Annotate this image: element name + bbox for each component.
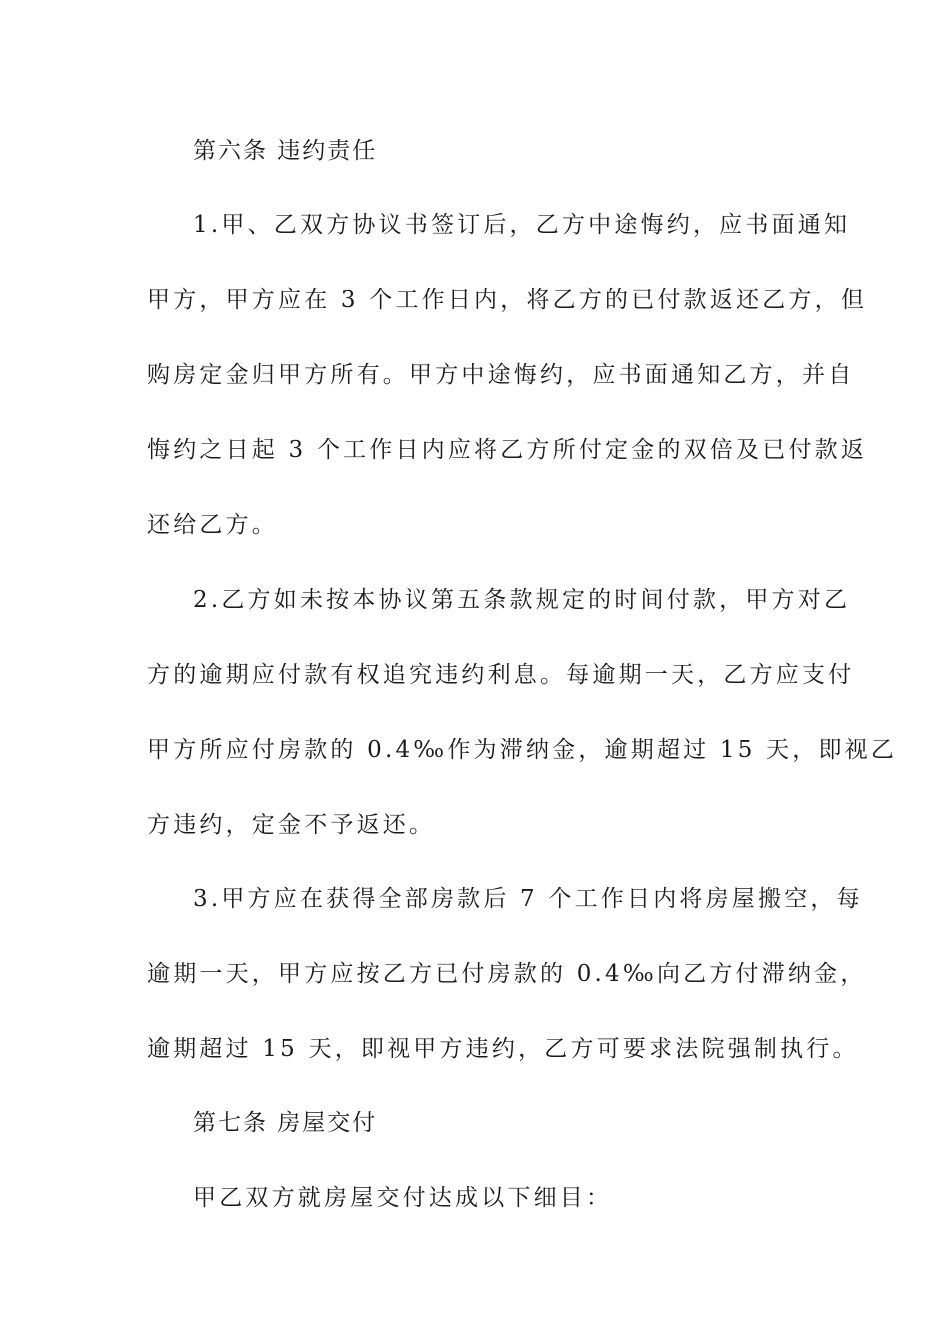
clause-2-line-3: 甲方所应付房款的 0.4‰作为滞纳金，逾期超过 15 天，即视乙 <box>147 737 898 763</box>
clause-1-line-3: 购房定金归甲方所有。甲方中途悔约，应书面通知乙方，并自 <box>147 362 855 388</box>
article-6-heading: 第六条 违约责任 <box>193 138 378 164</box>
clause-2-line-2: 方的逾期应付款有权追究违约利息。每逾期一天，乙方应支付 <box>147 662 855 688</box>
clause-3-line-3: 逾期超过 15 天，即视甲方违约，乙方可要求法院强制执行。 <box>147 1036 859 1062</box>
clause-1-line-5: 还给乙方。 <box>147 512 278 538</box>
clause-1-line-1: 1.甲、乙双方协议书签订后，乙方中途悔约，应书面通知 <box>193 212 851 238</box>
article-7-intro: 甲乙双方就房屋交付达成以下细目： <box>193 1185 613 1211</box>
clause-2-line-4: 方违约，定金不予返还。 <box>147 812 436 838</box>
clause-3-line-2: 逾期一天，甲方应按乙方已付房款的 0.4‰向乙方付滞纳金， <box>147 961 867 987</box>
clause-1-line-2: 甲方，甲方应在 3 个工作日内，将乙方的已付款返还乙方，但 <box>147 287 868 313</box>
clause-3-line-1: 3.甲方应在获得全部房款后 7 个工作日内将房屋搬空，每 <box>193 886 863 912</box>
article-7-heading: 第七条 房屋交付 <box>193 1110 378 1136</box>
clause-1-line-4: 悔约之日起 3 个工作日内应将乙方所付定金的双倍及已付款返 <box>147 437 868 463</box>
clause-2-line-1: 2.乙方如未按本协议第五条款规定的时间付款，甲方对乙 <box>193 587 851 613</box>
